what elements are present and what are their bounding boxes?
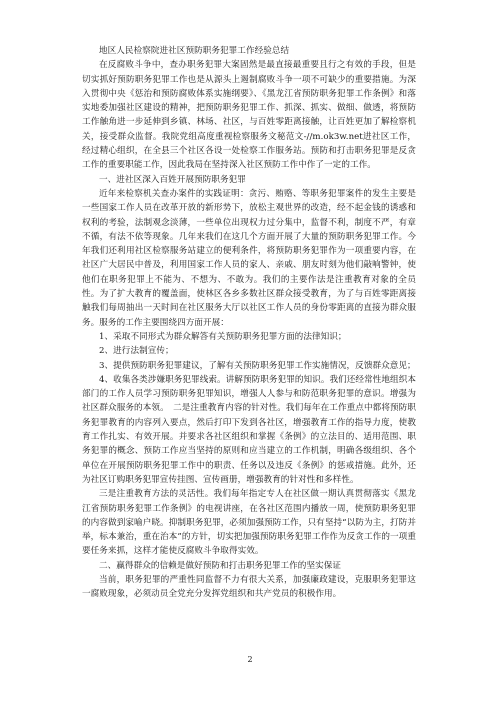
list-item-3: 3、提供预防职务犯罪建议，了解有关预防职务犯罪工作实施情况，反馈群众意见；: [99, 360, 416, 371]
paragraph-section-2: 当前，职务犯罪的严重性同监督不力有很大关系，加强廉政建设，克服职务犯罪这一腐败现象，必须动员全党充分发挥党组织和共产党员的积极作用。: [82, 574, 416, 600]
list-item-1: 1、采取不同形式为群众解答有关预防职务犯罪方面的法律知识；: [99, 331, 347, 342]
list-item-4: 4、收集各类涉嫌职务犯罪线索。讲解预防职务犯罪的知识。我们还经常性地组织本部门的工作人员学习预防职务犯罪知识，增强人人参与和防范职务犯罪的意识。增强为社区群众服务的本领。 二是注重教育内容的针对性。我们每年在工作重点中都将预防职务犯罪教育的内容列入要点，然后打印下发到各社区，增强教育工作的指导力度，使教育工作扎实、有效开展。并要求各社区组织和掌握《条例》的立法目的、适用范围、职务犯罪的概念、预防工作应当坚持的原则和应当建立的工作机制，明确各级组织、各个单位在开展预防职务犯罪工作中的职责、任务以及违反《条例》的惩戒措施。此外，还为社区订购职务犯罪宣传挂图、宣传画册，增强教育的针对性和多样性。: [82, 374, 416, 485]
paragraph-method: 三是注重教育方法的灵活性。我们每年指定专人在社区做一期认真贯彻落实《黑龙江省预防职务犯罪工作条例》的电视讲座，在各社区范围内播放一周，使预防职务犯罪的内容做到家喻户晓。抑制职务犯罪，必须加强预防工作，只有坚持“以防为主，打防并举，标本兼治，重在治本”的方针，切实把加强预防职务犯罪工作作为反贪工作的一项重要任务来抓，这样才能使反腐败斗争取得实效。: [82, 489, 416, 557]
section-heading-2: 二、赢得群众的信赖是做好预防和打击职务犯罪工作的坚实保证: [99, 560, 342, 571]
document-body: [82, 44, 416, 602]
list-item-2: 2、进行法制宣传；: [99, 346, 174, 357]
paragraph-intro: 在反腐败斗争中，查办职务犯罪大案固然是最直接最重要且行之有效的手段，但是切实抓好预防职务犯罪工作也是从源头上遏制腐败斗争一项不可缺少的重要措施。为深入贯彻中央《惩治和预防腐败体系实施纲要》、《黑龙江省预防职务犯罪工作条例》和落实地委加强社区建设的精神，把预防职务犯罪工作、抓深、抓实、做细、做透，将预防工作触角进一步延伸到乡镇、林场、社区，与百姓零距离接触，让百姓更加了解检察机关，接受群众监督。我院党组高度重视检察服务文秘范文-//m.ok3w.net进社区工作，经过精心组织，在全县三个社区各设一处检察工作服务站。预防和打击职务犯罪是反贪工作的重要职能工作，因此我局在坚持深入社区预防工作中作了一定的工作。: [82, 60, 416, 171]
page-number: 2: [247, 655, 253, 664]
document-title: 地区人民检察院进社区预防职务犯罪工作经验总结: [99, 46, 290, 56]
paragraph-section-1: 近年来检察机关查办案件的实践证明：贪污、贿赂、等职务犯罪案件的发生主要是一些国家工作人员在改革开放的新形势下，放松主观世界的改造，经不起金钱的诱惑和权利的考验，法制观念淡薄，一些单位出现权力过分集中，监督不利，制度不严，有章不循，有法不依等现象。几年来我们在这几个方面开展了大量的预防职务犯罪工作。今年我们还利用社区检察服务站建立的便利条件，将预防职务犯罪作为一项重要内容，在社区广大居民中普及，利用国家工作人员的家人、亲戚、朋友时刻为他们敲响警钟，使他们在职务犯罪上不能为、不想为、不敢为。我们的主要作法是注重教育对象的全员性。为了扩大教育的覆盖面，使林区各乡多数社区群众接受教育，为了与百姓零距离接触我们每周抽出一天时间在社区服务大厅以社区工作人员的身份零距离的直接为群众服务。服务的工作主要围绕四方面开展：: [82, 188, 416, 328]
section-heading-1: 一、进社区深入百姓开展预防职务犯罪: [99, 174, 246, 185]
